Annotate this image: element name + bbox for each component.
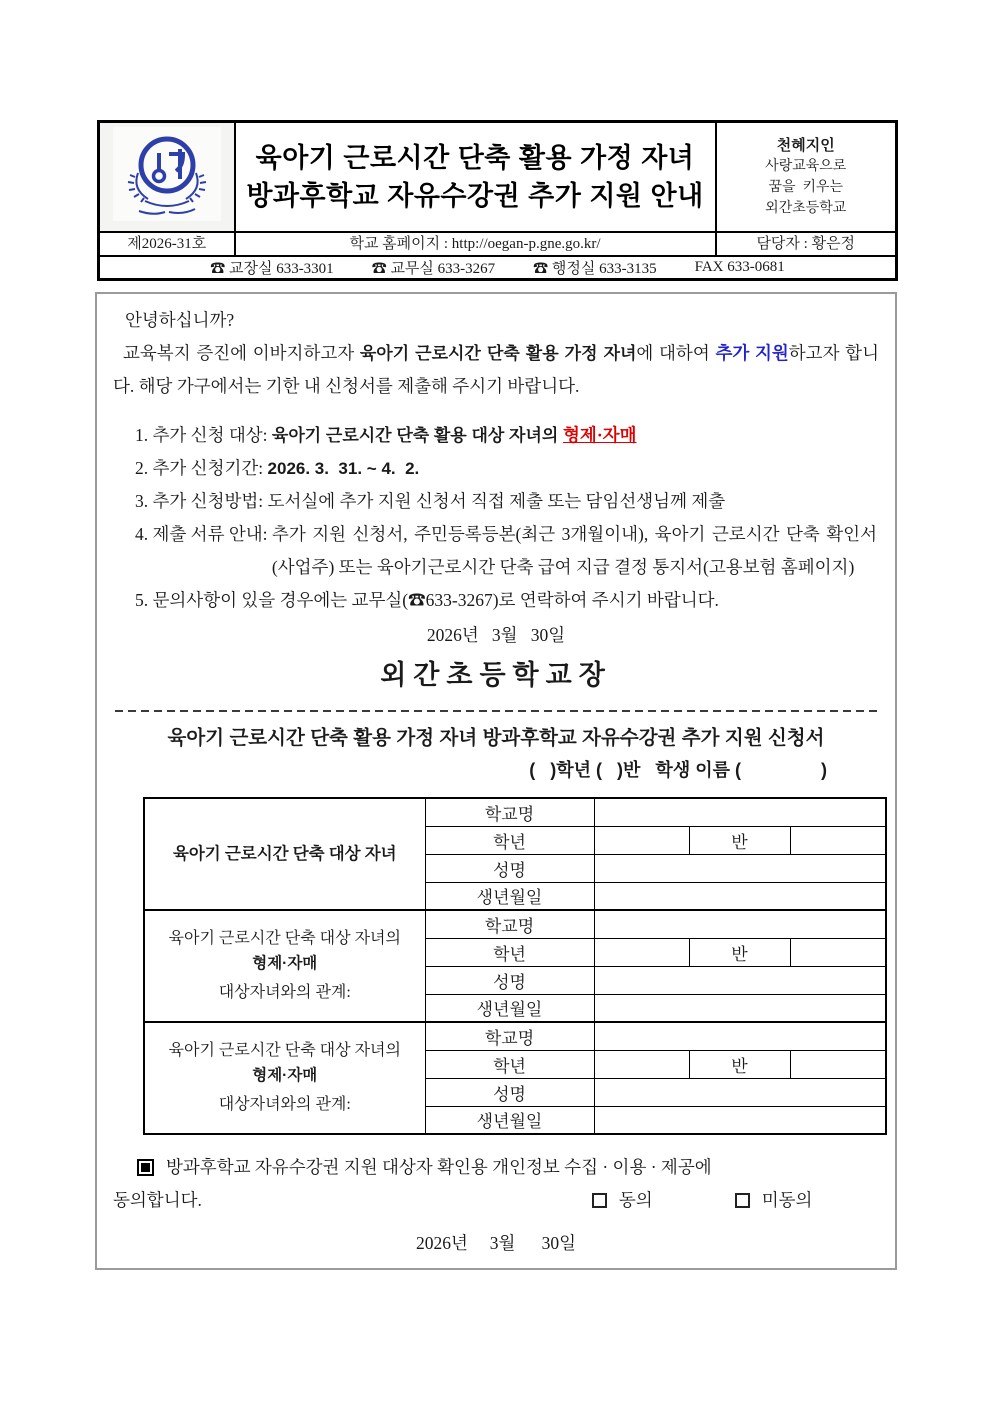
input-birthdate[interactable] (594, 882, 886, 910)
block2-relation: 대상자녀와의 관계: (218, 984, 351, 1001)
notice-list (113, 419, 879, 617)
motto-line: 외간초등학교 (765, 200, 847, 216)
masthead (97, 120, 898, 281)
table-row (144, 910, 886, 938)
block3-sibling: 형제·자매 (252, 1067, 318, 1084)
intro-pre: 교육복지 증진에 이바지하고자 (123, 343, 360, 363)
table-row (144, 1022, 886, 1050)
fax-number: FAX 633-0681 (694, 258, 785, 275)
application-table (143, 797, 887, 1135)
notice-body (95, 292, 897, 1270)
block2-sibling: 형제·자매 (252, 955, 318, 972)
item4-text: 추가 지원 신청서, 주민등록등본(최근 3개월이내), 육아기 근로시간 단축 확인서(사업주) 또는 육아기근로시간 단축 급여 지급 결정 통지서(고용보험 홈페이지) (271, 524, 877, 577)
block2-label: 육아기 근로시간 단축 대상 자녀의 (168, 930, 401, 947)
field-birthdate: 생년월일 (425, 882, 594, 910)
greeting: 안녕하십니까? (125, 310, 235, 330)
field-class: 반 (689, 1050, 790, 1078)
item1-red-sibling: 형제·자매 (563, 425, 637, 445)
consent-options-row (113, 1184, 879, 1217)
intro-post: 하고자 합니다. 해당 가구에서는 기한 내 신청서를 제출해 주시기 바랍니다. (113, 343, 879, 396)
block2-label-cell (144, 910, 425, 1022)
phone-principal: ☎ 교장실 633-3301 (210, 260, 334, 277)
motto-line: 사랑교육으로 (765, 158, 847, 174)
item1-prefix: 1. 추가 신청 대상: (135, 425, 272, 445)
item1-bold: 육아기 근로시간 단축 활용 대상 자녀의 (271, 426, 564, 445)
block3-relation: 대상자녀와의 관계: (218, 1096, 351, 1113)
field-name: 성명 (425, 1078, 594, 1106)
list-item-4 (135, 518, 877, 584)
list-item-3: 3. 추가 신청방법: 도서실에 추가 지원 신청서 직접 제출 또는 담임선생님께 제출 (135, 491, 726, 511)
field-grade: 학년 (425, 826, 594, 854)
block3-label-cell (144, 1022, 425, 1134)
field-class: 반 (689, 938, 790, 966)
consent-statement (113, 1151, 879, 1184)
intro-highlight-blue: 추가 지원 (715, 343, 789, 363)
field-school-name: 학교명 (425, 798, 594, 826)
input-grade[interactable] (594, 1050, 689, 1078)
manager-name: 담당자 : 황은정 (716, 232, 897, 256)
school-emblem-icon (117, 131, 217, 219)
logo-cell (99, 122, 235, 232)
block1-label-cell (144, 798, 425, 910)
notice-date: 2026년 3월 30일 (426, 625, 566, 645)
application-form-title: 육아기 근로시간 단축 활용 가정 자녀 방과후학교 자유수강권 추가 지원 신청서 (167, 727, 825, 749)
contact-row (99, 256, 897, 280)
input-name[interactable] (594, 854, 886, 882)
homepage-url: 학교 홈페이지 : http://oegan-p.gne.go.kr/ (235, 232, 716, 256)
list-item-2 (135, 452, 877, 485)
intro-mid: 에 대하여 (636, 343, 716, 363)
input-name[interactable] (594, 966, 886, 994)
field-class: 반 (689, 826, 790, 854)
consent-text-line2: 동의합니다. (113, 1190, 202, 1210)
checkbox-checked-icon (137, 1159, 154, 1176)
motto-line: 천혜지인 (776, 136, 835, 154)
input-school-name[interactable] (594, 798, 886, 826)
input-grade[interactable] (594, 938, 689, 966)
item2-period: 2026. 3. 31. ~ 4. 2. (267, 459, 420, 478)
input-school-name[interactable] (594, 1022, 886, 1050)
school-logo (113, 127, 221, 221)
field-birthdate: 생년월일 (425, 994, 594, 1022)
student-info-line: ( )학년 ( )반 학생 이름 ( ) (529, 760, 827, 780)
field-grade: 학년 (425, 938, 594, 966)
field-school-name: 학교명 (425, 910, 594, 938)
checkbox-empty-icon[interactable] (735, 1193, 750, 1208)
input-birthdate[interactable] (594, 1106, 886, 1134)
checkbox-empty-icon[interactable] (592, 1193, 607, 1208)
motto-line: 꿈을 키우는 (768, 179, 844, 195)
block1-label: 육아기 근로시간 단축 대상 자녀 (172, 844, 397, 863)
document-title-line1: 육아기 근로시간 단축 활용 가정 자녀 (255, 142, 695, 173)
field-birthdate: 생년월일 (425, 1106, 594, 1134)
input-class[interactable] (790, 826, 886, 854)
list-item-1 (135, 419, 877, 452)
doc-number: 제2026-31호 (99, 232, 235, 256)
field-name: 성명 (425, 966, 594, 994)
item4-label: 4. 제출 서류 안내: (135, 524, 272, 544)
school-motto (716, 122, 897, 232)
document-title-cell (235, 122, 716, 232)
principal-signature: 외간초등학교장 (380, 660, 612, 690)
input-grade[interactable] (594, 826, 689, 854)
list-item-5: 5. 문의사항이 있을 경우에는 교무실(☎633-3267)로 연락하여 주시기 바랍니다. (135, 590, 719, 610)
input-class[interactable] (790, 938, 886, 966)
agree-option[interactable] (592, 1184, 653, 1217)
input-birthdate[interactable] (594, 994, 886, 1022)
disagree-option[interactable] (735, 1184, 813, 1217)
disagree-label: 미동의 (761, 1190, 813, 1210)
field-name: 성명 (425, 854, 594, 882)
phone-admin: ☎ 행정실 633-3135 (533, 260, 657, 277)
consent-text-line1: 방과후학교 자유수강권 지원 대상자 확인용 개인정보 수집 · 이용 · 제공에 (166, 1157, 712, 1177)
item2-prefix: 2. 추가 신청기간: (135, 458, 268, 478)
field-school-name: 학교명 (425, 1022, 594, 1050)
form-date: 2026년 3월 30일 (415, 1233, 577, 1253)
dashed-divider (115, 710, 877, 712)
input-school-name[interactable] (594, 910, 886, 938)
document-title-line2: 방과후학교 자유수강권 추가 지원 안내 (246, 180, 704, 211)
input-name[interactable] (594, 1078, 886, 1106)
field-grade: 학년 (425, 1050, 594, 1078)
table-row (144, 798, 886, 826)
phone-office: ☎ 교무실 633-3267 (371, 260, 496, 277)
intro-bold: 육아기 근로시간 단축 활용 가정 자녀 (359, 344, 637, 363)
block3-label: 육아기 근로시간 단축 대상 자녀의 (168, 1042, 401, 1059)
agree-label: 동의 (618, 1190, 653, 1210)
input-class[interactable] (790, 1050, 886, 1078)
intro-paragraph (113, 337, 879, 403)
